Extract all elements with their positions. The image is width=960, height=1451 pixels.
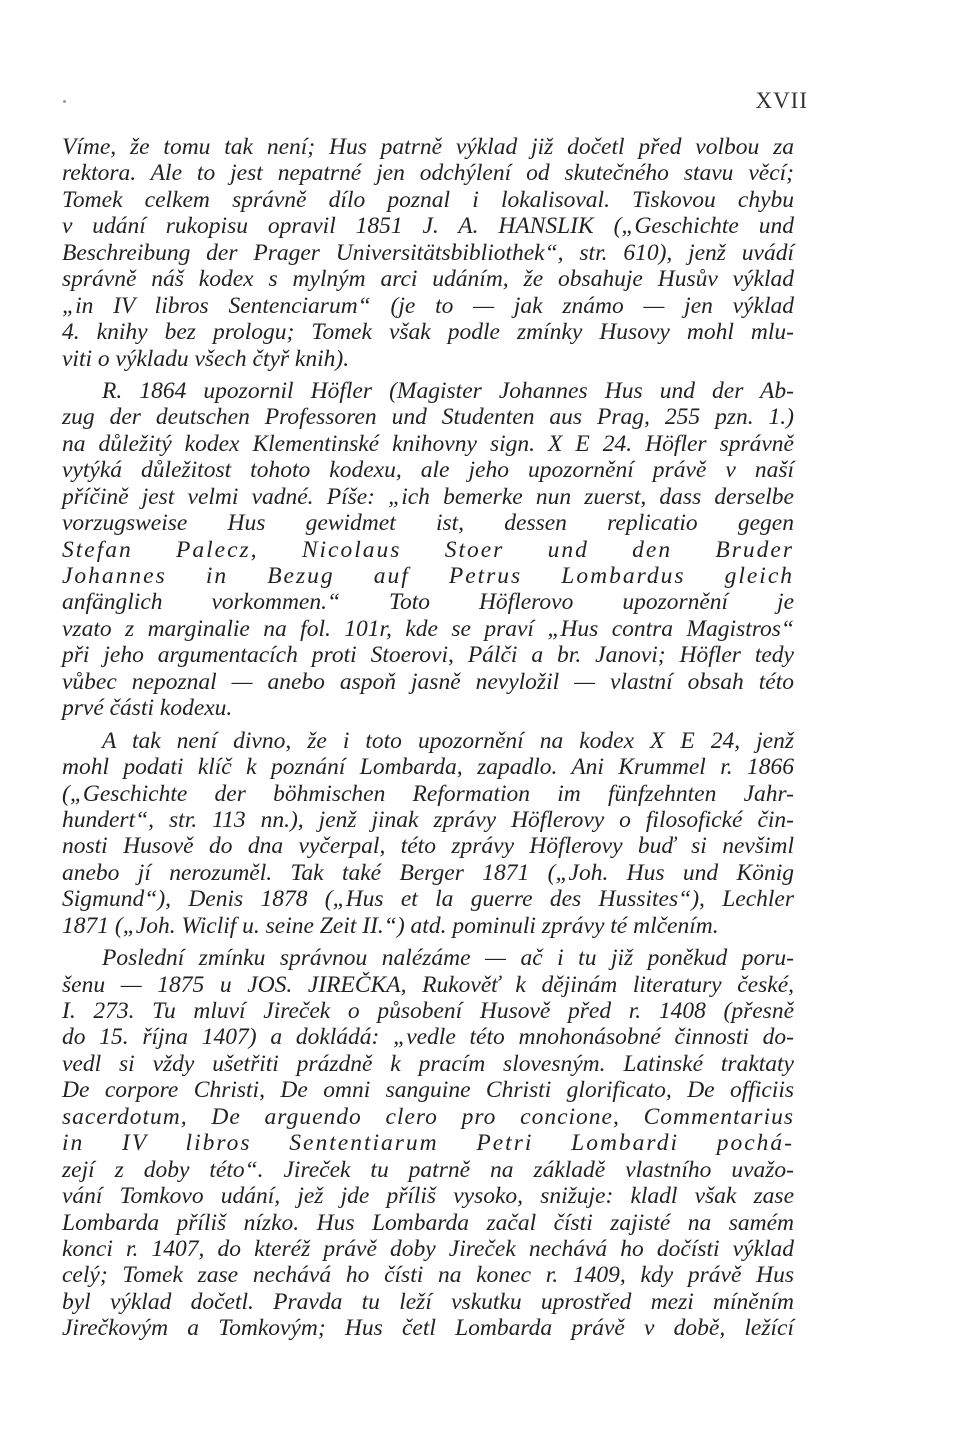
text-line: nosti Husově do dna vyčerpal, této zprávy Höflerovy buď si nevšiml xyxy=(62,833,794,860)
text-line: zug der deutschen Professoren und Studenten aus Prag, 255 pzn. 1.) xyxy=(62,404,794,431)
text-line: rektora. Ale to jest nepatrné jen odchýlení od skutečného stavu věcí; xyxy=(62,160,794,187)
text-line: anfänglich vorkommen.“ Toto Höflerovo upozornění je xyxy=(62,589,794,616)
text-line: při jeho argumentacích proti Stoerovi, Pálči a br. Janovi; Höfler tedy xyxy=(62,642,794,669)
text-line: vorzugsweise Hus gewidmet ist, dessen replicatio gegen xyxy=(62,510,794,537)
paragraph-3 xyxy=(62,728,794,940)
text-line: zejí z doby této“. Jireček tu patrně na základě vlastního uvažo- xyxy=(62,1156,794,1183)
text-line: vůbec nepoznal — anebo aspoň jasně nevyložil — vlastní obsah této xyxy=(62,668,794,695)
text-line: De corpore Christi, De omni sanguine Christi glorificato, De officiis xyxy=(62,1077,794,1104)
text-line: R. 1864 upozornil Höfler (Magister Johannes Hus und der Ab- xyxy=(102,377,794,404)
text-line: prvé části kodexu. xyxy=(62,695,233,722)
text-line: („Geschichte der böhmischen Reformation im fünfzehnten Jahr- xyxy=(62,780,794,807)
text-line: anebo jí nerozuměl. Tak také Berger 1871 („Joh. Hus und König xyxy=(62,859,794,886)
text-line: vzato z marginalie na fol. 101r, kde se praví „Hus contra Magistros“ xyxy=(62,615,794,642)
paragraph-2 xyxy=(62,378,794,722)
text-line: konci r. 1407, do kteréž právě doby Jireček nechává ho dočísti výklad xyxy=(62,1235,794,1262)
text-line: Sigmund“), Denis 1878 („Hus et la guerre des Hussites“), Lechler xyxy=(62,886,794,913)
text-line: A tak není divno, že i toto upozornění na kodex X E 24, jenž xyxy=(102,727,794,754)
text-line: příčině jest velmi vadné. Píše: „ich bemerke nun zuerst, dass derselbe xyxy=(62,483,794,510)
text-line: 1871 („Joh. Wiclif u. seine Zeit II.“) atd. pominuli zprávy té mlčením. xyxy=(62,912,719,939)
print-speck xyxy=(63,100,66,103)
text-line: Jirečkovým a Tomkovým; Hus četl Lombarda právě v době, ležící xyxy=(62,1315,794,1342)
text-line: na důležitý kodex Klementinské knihovny sign. X E 24. Höfler správně xyxy=(62,430,794,457)
text-line: in IV libros Sententiarum Petri Lombardi pochá- xyxy=(62,1130,794,1157)
text-line: Víme, že tomu tak není; Hus patrně výklad již dočetl před volbou za xyxy=(62,134,794,160)
text-line: byl výklad dočetl. Pravda tu leží vskutku uprostřed mezi míněním xyxy=(62,1288,794,1315)
text-line: do 15. října 1407) a dokládá: „vedle této mnohonásobné činnosti do- xyxy=(62,1024,794,1051)
text-line: vytýká důležitost tohoto kodexu, ale jeho upozornění právě v naší xyxy=(62,457,794,484)
body-text xyxy=(62,134,794,1342)
page-number: XVII xyxy=(755,88,808,113)
text-line: „in IV libros Sentenciarum“ (je to — jak známo — jen výklad xyxy=(62,292,794,319)
text-line: Stefan Palecz, Nicolaus Stoer und den Bruder xyxy=(62,536,794,563)
text-line: hundert“, str. 113 nn.), jenž jinak zprávy Höflerovy o filosofické čin- xyxy=(62,806,794,833)
text-line: Tomek celkem správně dílo poznal i lokalisoval. Tiskovou chybu xyxy=(62,186,794,213)
paragraph-4 xyxy=(62,945,794,1342)
text-line: sacerdotum, De arguendo clero pro concione, Commentarius xyxy=(62,1103,794,1130)
text-line: šenu — 1875 u JOS. JIREČKA, Rukověť k dějinám literatury české, xyxy=(62,971,794,998)
text-line: Lombarda příliš nízko. Hus Lombarda začal čísti zajisté na samém xyxy=(62,1209,794,1236)
text-line: vání Tomkovo udání, jež jde příliš vysoko, snižuje: kladl však zase xyxy=(62,1183,794,1210)
paragraph-1 xyxy=(62,134,794,372)
text-line: 4. knihy bez prologu; Tomek však podle zmínky Husovy mohl mlu- xyxy=(62,319,794,346)
text-line: v udání rukopisu opravil 1851 J. A. HANSLIK („Geschichte und xyxy=(62,213,794,240)
text-line: celý; Tomek zase nechává ho čísti na konec r. 1409, kdy právě Hus xyxy=(62,1262,794,1289)
text-line: Beschreibung der Prager Universitätsbibliothek“, str. 610), jenž uvádí xyxy=(62,239,794,266)
text-line: Johannes in Bezug auf Petrus Lombardus gleich xyxy=(62,563,794,589)
text-line: viti o výkladu všech čtyř knih). xyxy=(62,345,350,372)
text-line: vedl si vždy ušetřiti prázdně k pracím slovesným. Latinské traktaty xyxy=(62,1050,794,1077)
text-line: správně náš kodex s mylným arci udáním, že obsahuje Husův výklad xyxy=(62,266,794,293)
text-line: mohl podati klíč k poznání Lombarda, zapadlo. Ani Krummel r. 1866 xyxy=(62,754,794,781)
text-line: I. 273. Tu mluví Jireček o působení Husově před r. 1408 (přesně xyxy=(62,998,794,1024)
text-line: Poslední zmínku správnou nalézáme — ač i tu již poněkud poru- xyxy=(102,945,794,972)
